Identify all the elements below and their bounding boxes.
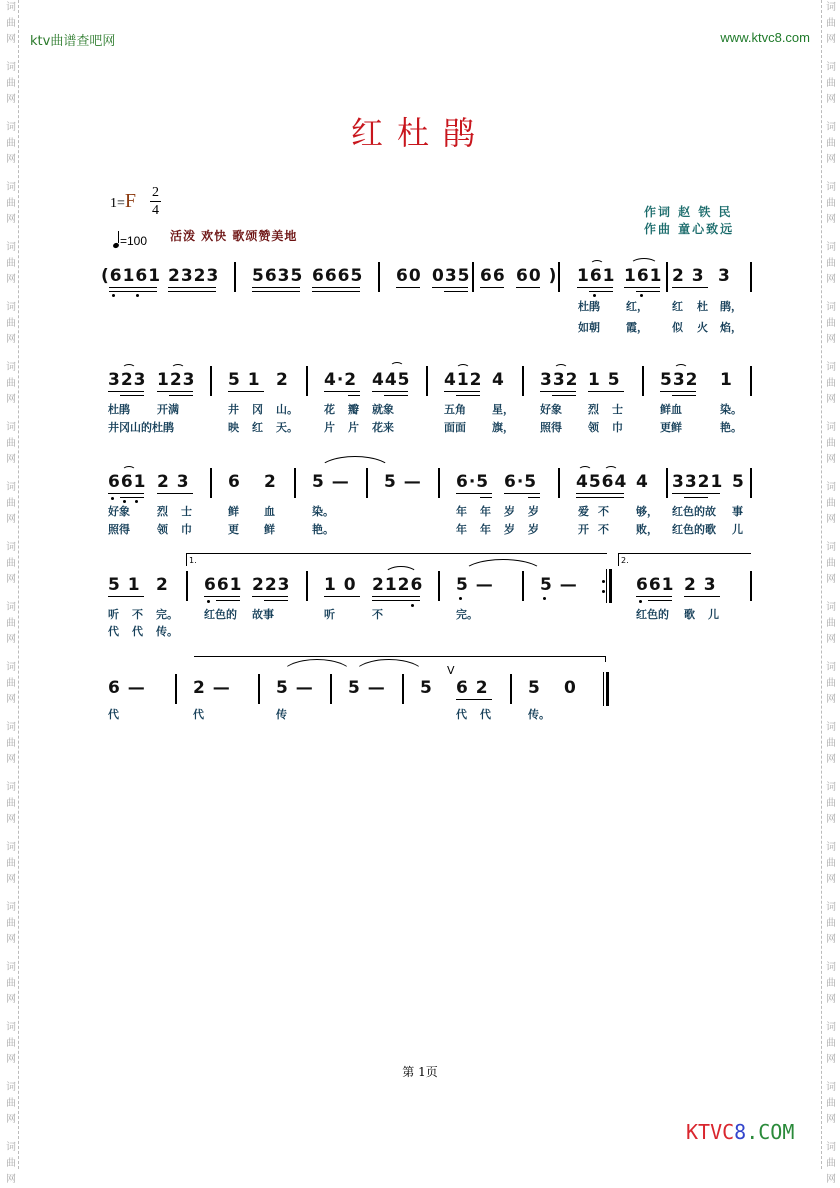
- lyric: 岁: [528, 505, 539, 518]
- lyric: 瓣: [348, 403, 359, 416]
- watermark-glyph: 词: [6, 902, 16, 913]
- watermark-glyph: 词: [826, 782, 836, 793]
- lyric: 巾: [612, 421, 623, 434]
- lyric: 好象: [540, 403, 562, 416]
- watermark-glyph: 网: [6, 94, 16, 105]
- watermark-glyph: 词: [6, 782, 16, 793]
- note-group: 332: [540, 370, 579, 390]
- lyric: 好象: [108, 505, 130, 518]
- lyric: 天。: [276, 421, 298, 434]
- lyric: 烈: [157, 505, 168, 518]
- note-group: 6·5: [456, 472, 490, 492]
- lyric: 岁: [504, 523, 515, 536]
- lyric: 染。: [312, 505, 334, 518]
- watermark-glyph: 词: [6, 662, 16, 673]
- breath-mark: V: [447, 664, 455, 677]
- watermark-glyph: 曲: [826, 738, 836, 749]
- lyric: 红色的歌: [672, 523, 716, 536]
- composer: 作曲 童心致远: [644, 222, 735, 236]
- watermark-glyph: 网: [826, 814, 836, 825]
- logo-part-2: 8: [734, 1120, 747, 1144]
- watermark-glyph: 曲: [6, 1098, 16, 1109]
- watermark-glyph: 网: [826, 1114, 836, 1125]
- final-barline: [606, 672, 609, 706]
- lyric: 红色的故: [672, 505, 716, 518]
- lyric: 代: [480, 708, 491, 721]
- note-group: 5 1: [228, 370, 261, 390]
- note-group: 60 ): [516, 266, 558, 286]
- note-group: 2 3: [672, 266, 705, 286]
- watermark-glyph: 网: [6, 1174, 16, 1185]
- lyric: 听: [108, 608, 119, 621]
- watermark-glyph: 词: [6, 842, 16, 853]
- note-group: 5: [732, 472, 745, 492]
- watermark-glyph: 曲: [826, 1158, 836, 1169]
- watermark-glyph: 词: [6, 122, 16, 133]
- watermark-glyph: 词: [826, 302, 836, 313]
- watermark-glyph: 网: [6, 814, 16, 825]
- lyric: 井冈山的杜鹃: [108, 421, 174, 434]
- note-group: 161: [624, 266, 663, 286]
- lyric: 听: [324, 608, 335, 621]
- note-group: 6665: [312, 266, 364, 286]
- lyric: 旗，: [492, 421, 514, 434]
- lyric: 花: [324, 403, 335, 416]
- note-group: 2 —: [193, 678, 231, 698]
- note-group: 5 —: [276, 678, 314, 698]
- note-group: 2: [156, 575, 169, 595]
- watermark-glyph: 网: [826, 514, 836, 525]
- tempo-value: =100: [120, 234, 148, 248]
- note-group: 5 —: [312, 472, 350, 492]
- watermark-glyph: 曲: [6, 18, 16, 29]
- lyric: 就象: [372, 403, 394, 416]
- note-group: 412: [444, 370, 483, 390]
- lyric: 红色的: [636, 608, 669, 621]
- watermark-glyph: 曲: [826, 78, 836, 89]
- lyric: 面面: [444, 421, 466, 434]
- note-group: 5 —: [348, 678, 386, 698]
- watermark-glyph: 曲: [826, 138, 836, 149]
- note-group: 2126: [372, 575, 424, 595]
- note-group: 661: [204, 575, 243, 595]
- note-group: 2: [264, 472, 277, 492]
- watermark-glyph: 曲: [826, 378, 836, 389]
- lyric: 星，: [492, 403, 514, 416]
- lyric: 火: [697, 321, 708, 334]
- lyric: 开满: [157, 403, 179, 416]
- page-number: 第 1页: [402, 1065, 438, 1079]
- watermark-glyph: 词: [826, 482, 836, 493]
- watermark-glyph: 曲: [6, 558, 16, 569]
- credits: [644, 204, 734, 238]
- note-stem: [118, 231, 119, 243]
- watermark-glyph: 曲: [6, 378, 16, 389]
- barline: [234, 262, 236, 292]
- note-group: 4564: [576, 472, 628, 492]
- note-group: 661: [108, 472, 147, 492]
- lyric: 杜鹃: [578, 300, 600, 313]
- watermark-glyph: 曲: [826, 978, 836, 989]
- watermark-glyph: 曲: [826, 198, 836, 209]
- watermark-glyph: 网: [826, 34, 836, 45]
- lyric: 照得: [108, 523, 130, 536]
- bracket-line: [194, 656, 606, 657]
- watermark-glyph: 网: [6, 694, 16, 705]
- watermark-glyph: 网: [6, 934, 16, 945]
- repeat-dot: [602, 580, 605, 583]
- note-group: 1 5: [588, 370, 621, 390]
- site-logo[interactable]: [686, 1120, 794, 1144]
- lyric: 巾: [181, 523, 192, 536]
- lyric: 儿: [732, 523, 743, 536]
- note-group: 60: [396, 266, 422, 286]
- lyric: 领: [588, 421, 599, 434]
- lyric: 代: [456, 708, 467, 721]
- lyric: 山。: [276, 403, 298, 416]
- watermark-glyph: 曲: [6, 198, 16, 209]
- lyric: 完。: [456, 608, 478, 621]
- lyric: 艳。: [312, 523, 334, 536]
- lyric: 鲜血: [660, 403, 682, 416]
- watermark-glyph: 网: [6, 34, 16, 45]
- watermark-glyph: 词: [6, 1082, 16, 1093]
- lyric: 爱: [578, 505, 589, 518]
- watermark-glyph: 词: [826, 962, 836, 973]
- lyric: 冈: [252, 403, 263, 416]
- key-prefix: 1=: [110, 196, 125, 211]
- volta-bracket-1: [186, 553, 607, 566]
- watermark-glyph: 词: [826, 362, 836, 373]
- watermark-glyph: 曲: [6, 438, 16, 449]
- note-group: 2323: [168, 266, 220, 286]
- lyric: 不: [598, 523, 609, 536]
- time-bottom: 4: [152, 203, 159, 218]
- note-group: 1: [720, 370, 733, 390]
- lyric: 红: [672, 300, 683, 313]
- watermark-glyph: 网: [826, 94, 836, 105]
- watermark-glyph: 词: [6, 242, 16, 253]
- watermark-glyph: 曲: [6, 1158, 16, 1169]
- note-group: 5 —: [384, 472, 422, 492]
- watermark-glyph: 词: [826, 542, 836, 553]
- lyric: 如朝: [578, 321, 600, 334]
- watermark-glyph: 曲: [826, 498, 836, 509]
- song-title: 红杜鹃: [350, 114, 489, 152]
- lyric: 开: [578, 523, 589, 536]
- watermark-glyph: 网: [826, 454, 836, 465]
- watermark-glyph: 词: [826, 1142, 836, 1153]
- watermark-glyph: 词: [826, 122, 836, 133]
- lyric: 染。: [720, 403, 742, 416]
- watermark-glyph: 网: [6, 394, 16, 405]
- watermark-glyph: 网: [6, 994, 16, 1005]
- watermark-glyph: 网: [826, 1174, 836, 1185]
- logo-part-1: KTVC: [686, 1120, 735, 1144]
- watermark-glyph: 网: [826, 574, 836, 585]
- note-group: 5: [420, 678, 433, 698]
- time-signature: [150, 184, 161, 219]
- watermark-glyph: 词: [6, 422, 16, 433]
- note-group: 5: [528, 678, 541, 698]
- volta-1-label: 1.: [189, 556, 197, 565]
- note-group: 035: [432, 266, 471, 286]
- note-group: 445: [372, 370, 411, 390]
- note-group: 223: [252, 575, 291, 595]
- watermark-glyph: 词: [826, 602, 836, 613]
- watermark-glyph: 词: [826, 62, 836, 73]
- watermark-glyph: 网: [6, 274, 16, 285]
- watermark-glyph: 词: [6, 182, 16, 193]
- watermark-glyph: 曲: [6, 978, 16, 989]
- lyric: 岁: [528, 523, 539, 536]
- watermark-glyph: 词: [6, 1142, 16, 1153]
- tempo-mark: [113, 233, 147, 248]
- note-group: 3: [718, 266, 731, 286]
- note-group: 4·2: [324, 370, 358, 390]
- watermark-glyph: 网: [826, 394, 836, 405]
- watermark-glyph: 曲: [826, 558, 836, 569]
- lyric: 花来: [372, 421, 394, 434]
- quarter-note-icon: [112, 242, 119, 249]
- volta-bracket-2: [618, 553, 751, 566]
- lyric: 事: [732, 505, 743, 518]
- watermark-glyph: 词: [826, 2, 836, 13]
- lyricist: 作词 赵 铁 民: [644, 205, 733, 219]
- lyric: 映: [228, 421, 239, 434]
- lyric: 儿: [708, 608, 719, 621]
- watermark-glyph: 曲: [826, 18, 836, 29]
- lyric: 代: [108, 625, 119, 638]
- lyric: 故事: [252, 608, 274, 621]
- note-group: 161: [577, 266, 616, 286]
- watermark-glyph: 词: [826, 662, 836, 673]
- lyric: 歌: [684, 608, 695, 621]
- key-note: F: [124, 190, 137, 212]
- watermark-glyph: 曲: [826, 438, 836, 449]
- lyric: 领: [157, 523, 168, 536]
- lyric: 红色的: [204, 608, 237, 621]
- watermark-glyph: 词: [826, 182, 836, 193]
- watermark-glyph: 词: [826, 422, 836, 433]
- watermark-glyph: 词: [6, 542, 16, 553]
- lyric: 井: [228, 403, 239, 416]
- lyric: 烈: [588, 403, 599, 416]
- watermark-glyph: 曲: [6, 798, 16, 809]
- watermark-glyph: 网: [6, 634, 16, 645]
- watermark-glyph: 曲: [6, 918, 16, 929]
- time-top: 2: [152, 185, 159, 200]
- watermark-glyph: 网: [826, 214, 836, 225]
- lyric: 更: [228, 523, 239, 536]
- watermark-glyph: 网: [826, 274, 836, 285]
- lyric: 杜鹃: [108, 403, 130, 416]
- watermark-glyph: 曲: [826, 798, 836, 809]
- lyric: 霞，: [626, 321, 648, 334]
- note-group: 4: [492, 370, 505, 390]
- watermark-glyph: 网: [6, 334, 16, 345]
- watermark-glyph: 曲: [6, 1038, 16, 1049]
- note-group: 123: [157, 370, 196, 390]
- watermark-glyph: 曲: [6, 618, 16, 629]
- watermark-glyph: 词: [6, 482, 16, 493]
- watermark-glyph: 网: [826, 154, 836, 165]
- lyric: 鲜: [264, 523, 275, 536]
- lyric: 不: [372, 608, 383, 621]
- note-group: 532: [660, 370, 699, 390]
- lyric: 传: [276, 708, 287, 721]
- watermark-glyph: 曲: [826, 858, 836, 869]
- watermark-glyph: 网: [826, 994, 836, 1005]
- watermark-glyph: 词: [6, 602, 16, 613]
- lyric: 够，: [636, 505, 658, 518]
- watermark-glyph: 网: [6, 874, 16, 885]
- lyric: 完。: [156, 608, 178, 621]
- note-group: 6 2: [456, 678, 489, 698]
- note-group: 3321: [672, 472, 724, 492]
- watermark-glyph: 网: [6, 454, 16, 465]
- note-group: 2: [276, 370, 289, 390]
- watermark-glyph: 曲: [6, 858, 16, 869]
- watermark-glyph: 网: [6, 754, 16, 765]
- logo-part-3: .COM: [746, 1120, 795, 1144]
- note-group: 6 —: [108, 678, 146, 698]
- lyric: 年: [456, 505, 467, 518]
- note-group: 2 3: [684, 575, 717, 595]
- lyric: 片: [324, 421, 335, 434]
- lyric: 焰，: [720, 321, 742, 334]
- watermark-glyph: 曲: [826, 258, 836, 269]
- lyric: 片: [348, 421, 359, 434]
- lyric: 杜: [697, 300, 708, 313]
- lyric: 更鲜: [660, 421, 682, 434]
- watermark-glyph: 词: [6, 2, 16, 13]
- watermark-glyph: 词: [6, 1022, 16, 1033]
- watermark-glyph: 曲: [826, 918, 836, 929]
- note-group: 5635: [252, 266, 304, 286]
- watermark-glyph: 网: [6, 1054, 16, 1065]
- note-group: 323: [108, 370, 147, 390]
- watermark-glyph: 网: [6, 214, 16, 225]
- lyric: 年: [480, 523, 491, 536]
- note-group: 5 1: [108, 575, 141, 595]
- repeat-barline: [609, 569, 612, 603]
- lyric: 代: [108, 708, 119, 721]
- watermark-glyph: 网: [826, 334, 836, 345]
- watermark-glyph: 网: [826, 874, 836, 885]
- lyric: 血: [264, 505, 275, 518]
- watermark-glyph: 词: [826, 1082, 836, 1093]
- watermark-glyph: 曲: [6, 738, 16, 749]
- watermark-glyph: 曲: [6, 498, 16, 509]
- watermark-glyph: 曲: [826, 318, 836, 329]
- lyric: 年: [456, 523, 467, 536]
- watermark-glyph: 网: [826, 1054, 836, 1065]
- lyric: 似: [672, 321, 683, 334]
- lyric: 照得: [540, 421, 562, 434]
- lyric: 士: [181, 505, 192, 518]
- note-group: (6161: [101, 266, 162, 286]
- lyric: 艳。: [720, 421, 742, 434]
- lyric: 岁: [504, 505, 515, 518]
- note-group: 1 0: [324, 575, 357, 595]
- volta-2-label: 2.: [621, 556, 629, 565]
- lyric: 败，: [636, 523, 658, 536]
- lyric: 代: [193, 708, 204, 721]
- watermark-glyph: 网: [6, 574, 16, 585]
- watermark-glyph: 词: [826, 242, 836, 253]
- watermark-glyph: 网: [6, 1114, 16, 1125]
- lyric: 年: [480, 505, 491, 518]
- site-url[interactable]: www.ktvc8.com: [720, 30, 810, 45]
- watermark-glyph: 网: [826, 634, 836, 645]
- note-group: 6·5: [504, 472, 538, 492]
- lyric: 不: [598, 505, 609, 518]
- watermark-glyph: 词: [826, 842, 836, 853]
- watermark-glyph: 词: [826, 722, 836, 733]
- lyric: 鲜: [228, 505, 239, 518]
- note-group: 661: [636, 575, 675, 595]
- lyric: 红: [252, 421, 263, 434]
- lyric: 传。: [156, 625, 178, 638]
- lyric: 五角: [444, 403, 466, 416]
- watermark-glyph: 曲: [826, 1098, 836, 1109]
- lyric: 士: [612, 403, 623, 416]
- lyric: 传。: [528, 708, 550, 721]
- watermark-glyph: 曲: [6, 138, 16, 149]
- note-group: 66: [480, 266, 506, 286]
- watermark-glyph: 词: [826, 1022, 836, 1033]
- watermark-glyph: 词: [6, 362, 16, 373]
- note-group: 4: [636, 472, 649, 492]
- watermark-glyph: 词: [826, 902, 836, 913]
- watermark-glyph: 网: [6, 514, 16, 525]
- watermark-glyph: 曲: [6, 78, 16, 89]
- watermark-glyph: 词: [6, 62, 16, 73]
- watermark-glyph: 曲: [826, 678, 836, 689]
- lyric: 鹃，: [720, 300, 742, 313]
- watermark-glyph: 词: [6, 962, 16, 973]
- note-group: 5 —: [540, 575, 578, 595]
- watermark-glyph: 曲: [6, 318, 16, 329]
- key-signature: [110, 190, 136, 213]
- lyric: 代: [132, 625, 143, 638]
- watermark-glyph: 曲: [6, 258, 16, 269]
- note-group: 2 3: [157, 472, 190, 492]
- lyric: 红，: [626, 300, 648, 313]
- site-name[interactable]: ktv曲谱查吧网: [30, 34, 116, 49]
- watermark-glyph: 曲: [826, 1038, 836, 1049]
- note-group: 5 —: [456, 575, 494, 595]
- watermark-glyph: 网: [826, 694, 836, 705]
- watermark-glyph: 网: [826, 754, 836, 765]
- watermark-glyph: 网: [6, 154, 16, 165]
- watermark-glyph: 曲: [6, 678, 16, 689]
- lyric: 不: [132, 608, 143, 621]
- expression-mark: 活泼 欢快 歌颂赞美地: [170, 229, 298, 243]
- watermark-glyph: 网: [826, 934, 836, 945]
- watermark-glyph: 曲: [826, 618, 836, 629]
- note-group: 0: [564, 678, 577, 698]
- watermark-glyph: 词: [6, 722, 16, 733]
- note-group: 6: [228, 472, 241, 492]
- watermark-glyph: 词: [6, 302, 16, 313]
